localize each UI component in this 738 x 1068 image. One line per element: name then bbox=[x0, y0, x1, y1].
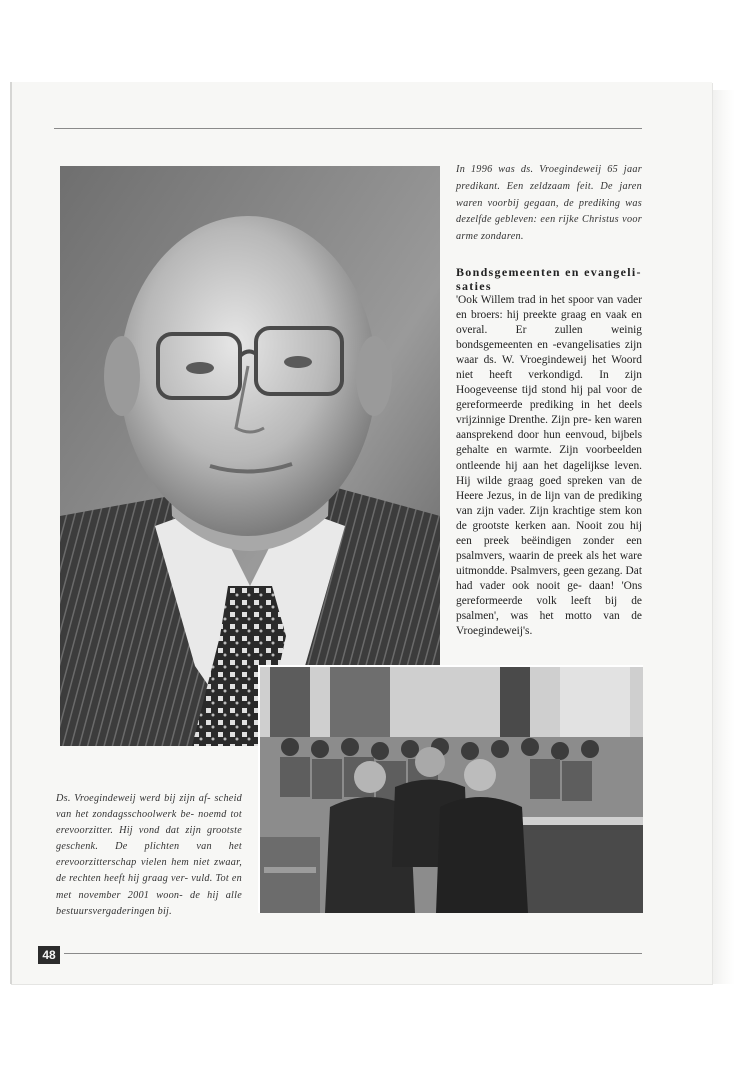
photo-caption-top: In 1996 was ds. Vroegindeweij 65 jaar predikant. Een zeldzaam feit. De jaren waren voorbij gegaan, de prediking was dezelfde gebleven: een rijke Christus voor arme zondaren. bbox=[456, 164, 642, 243]
meeting-photo bbox=[258, 665, 643, 913]
portrait-photo bbox=[60, 166, 440, 746]
section-heading: Bondsgemeenten en evangeli- saties bbox=[456, 265, 642, 293]
page-number: 48 bbox=[38, 946, 60, 964]
section-body-text: 'Ook Willem trad in het spoor van vader en broers: hij preekte graag en vaak en overal. Er zullen weinig bondsgemeenten en -evangelisaties zijn waar ds. W. Vroegindeweij het Woord niet heeft verkondigd. In zijn Hoogeveense tijd stond hij pal voor de gereformeerde prediking in het deels vrijzinnige Drenthe. Zijn pre- ken waren aansprekend door hun eenvoud, bijbels gehalte en warmte. Zijn voorbeelden ontleende hij aan het dagelijkse leven. Hij wilde graag goed spreken van de Heere Jezus, in de lijn van de prediking van zijn vader. Zijn krachtige stem kon de grootste kerken aan. Nooit zou hij een preek beëindigen zonder een psalmvers, waarin de preek als het ware uitmondde. Psalmvers, geen gezang. Dat had vader ook nooit ge- daan! 'Ons gereformeerde volk leeft bij de psalmen', was het motto van de Vroegindeweij's. bbox=[456, 294, 642, 638]
photo-caption-bottom: Ds. Vroegindeweij werd bij zijn af- scheid van het zondagsschoolwerk be- noemd tot erevoorzitter. Hij vond dat zijn grootste geschenk. De plichten van het erevoorzitterschap vielen hem niet zwaar, de rechten heeft hij graag ver- vuld. Tot en met november 2001 woon- de hij alle bestuursvergaderingen bij. bbox=[56, 793, 242, 917]
top-rule bbox=[54, 128, 642, 129]
bottom-rule bbox=[64, 953, 642, 954]
